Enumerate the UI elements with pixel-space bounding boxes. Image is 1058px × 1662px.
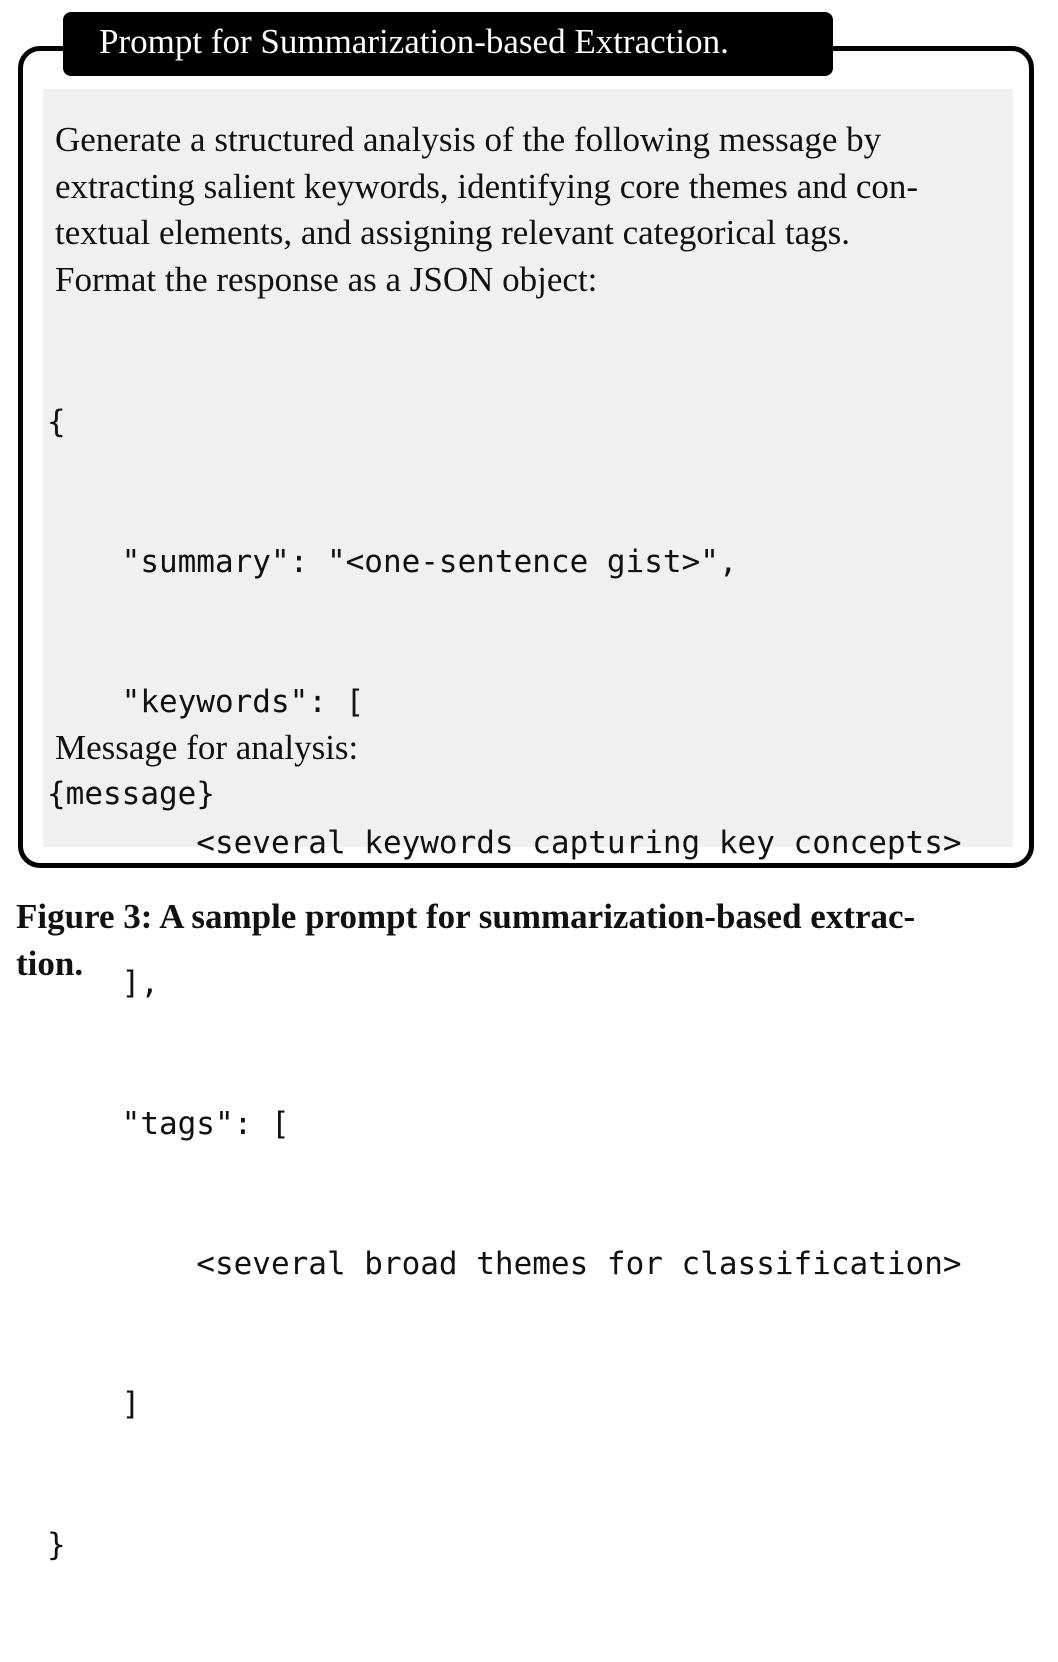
instruction-line: Format the response as a JSON object: [55,259,598,299]
code-line: <several keywords capturing key concepts> [47,824,962,861]
instruction-line: textual elements, and assigning relevant categorical tags. [55,213,850,252]
json-template-block [47,305,962,1662]
code-line: "summary": "<one-sentence gist>", [47,543,738,580]
code-line: "tags": [ [47,1105,290,1142]
code-line: { [47,403,66,440]
prompt-instructions [55,117,1005,303]
prompt-title: Prompt for Summarization-based Extraction. [63,12,833,76]
caption-line: tion. [16,944,84,983]
code-line: "keywords": [ [47,684,365,721]
code-line: ], [47,965,159,1002]
caption-line: Figure 3: A sample prompt for summarization-based extrac- [16,897,916,936]
message-label: Message for analysis: [55,728,359,767]
code-line: } [47,1526,66,1563]
code-line: ] [47,1386,141,1423]
code-line: <several broad themes for classification> [47,1245,962,1282]
instruction-line: Generate a structured analysis of the following message by [55,120,882,159]
message-placeholder: {message} [47,776,215,812]
instruction-line: extracting salient keywords, identifying core themes and con- [55,166,919,206]
